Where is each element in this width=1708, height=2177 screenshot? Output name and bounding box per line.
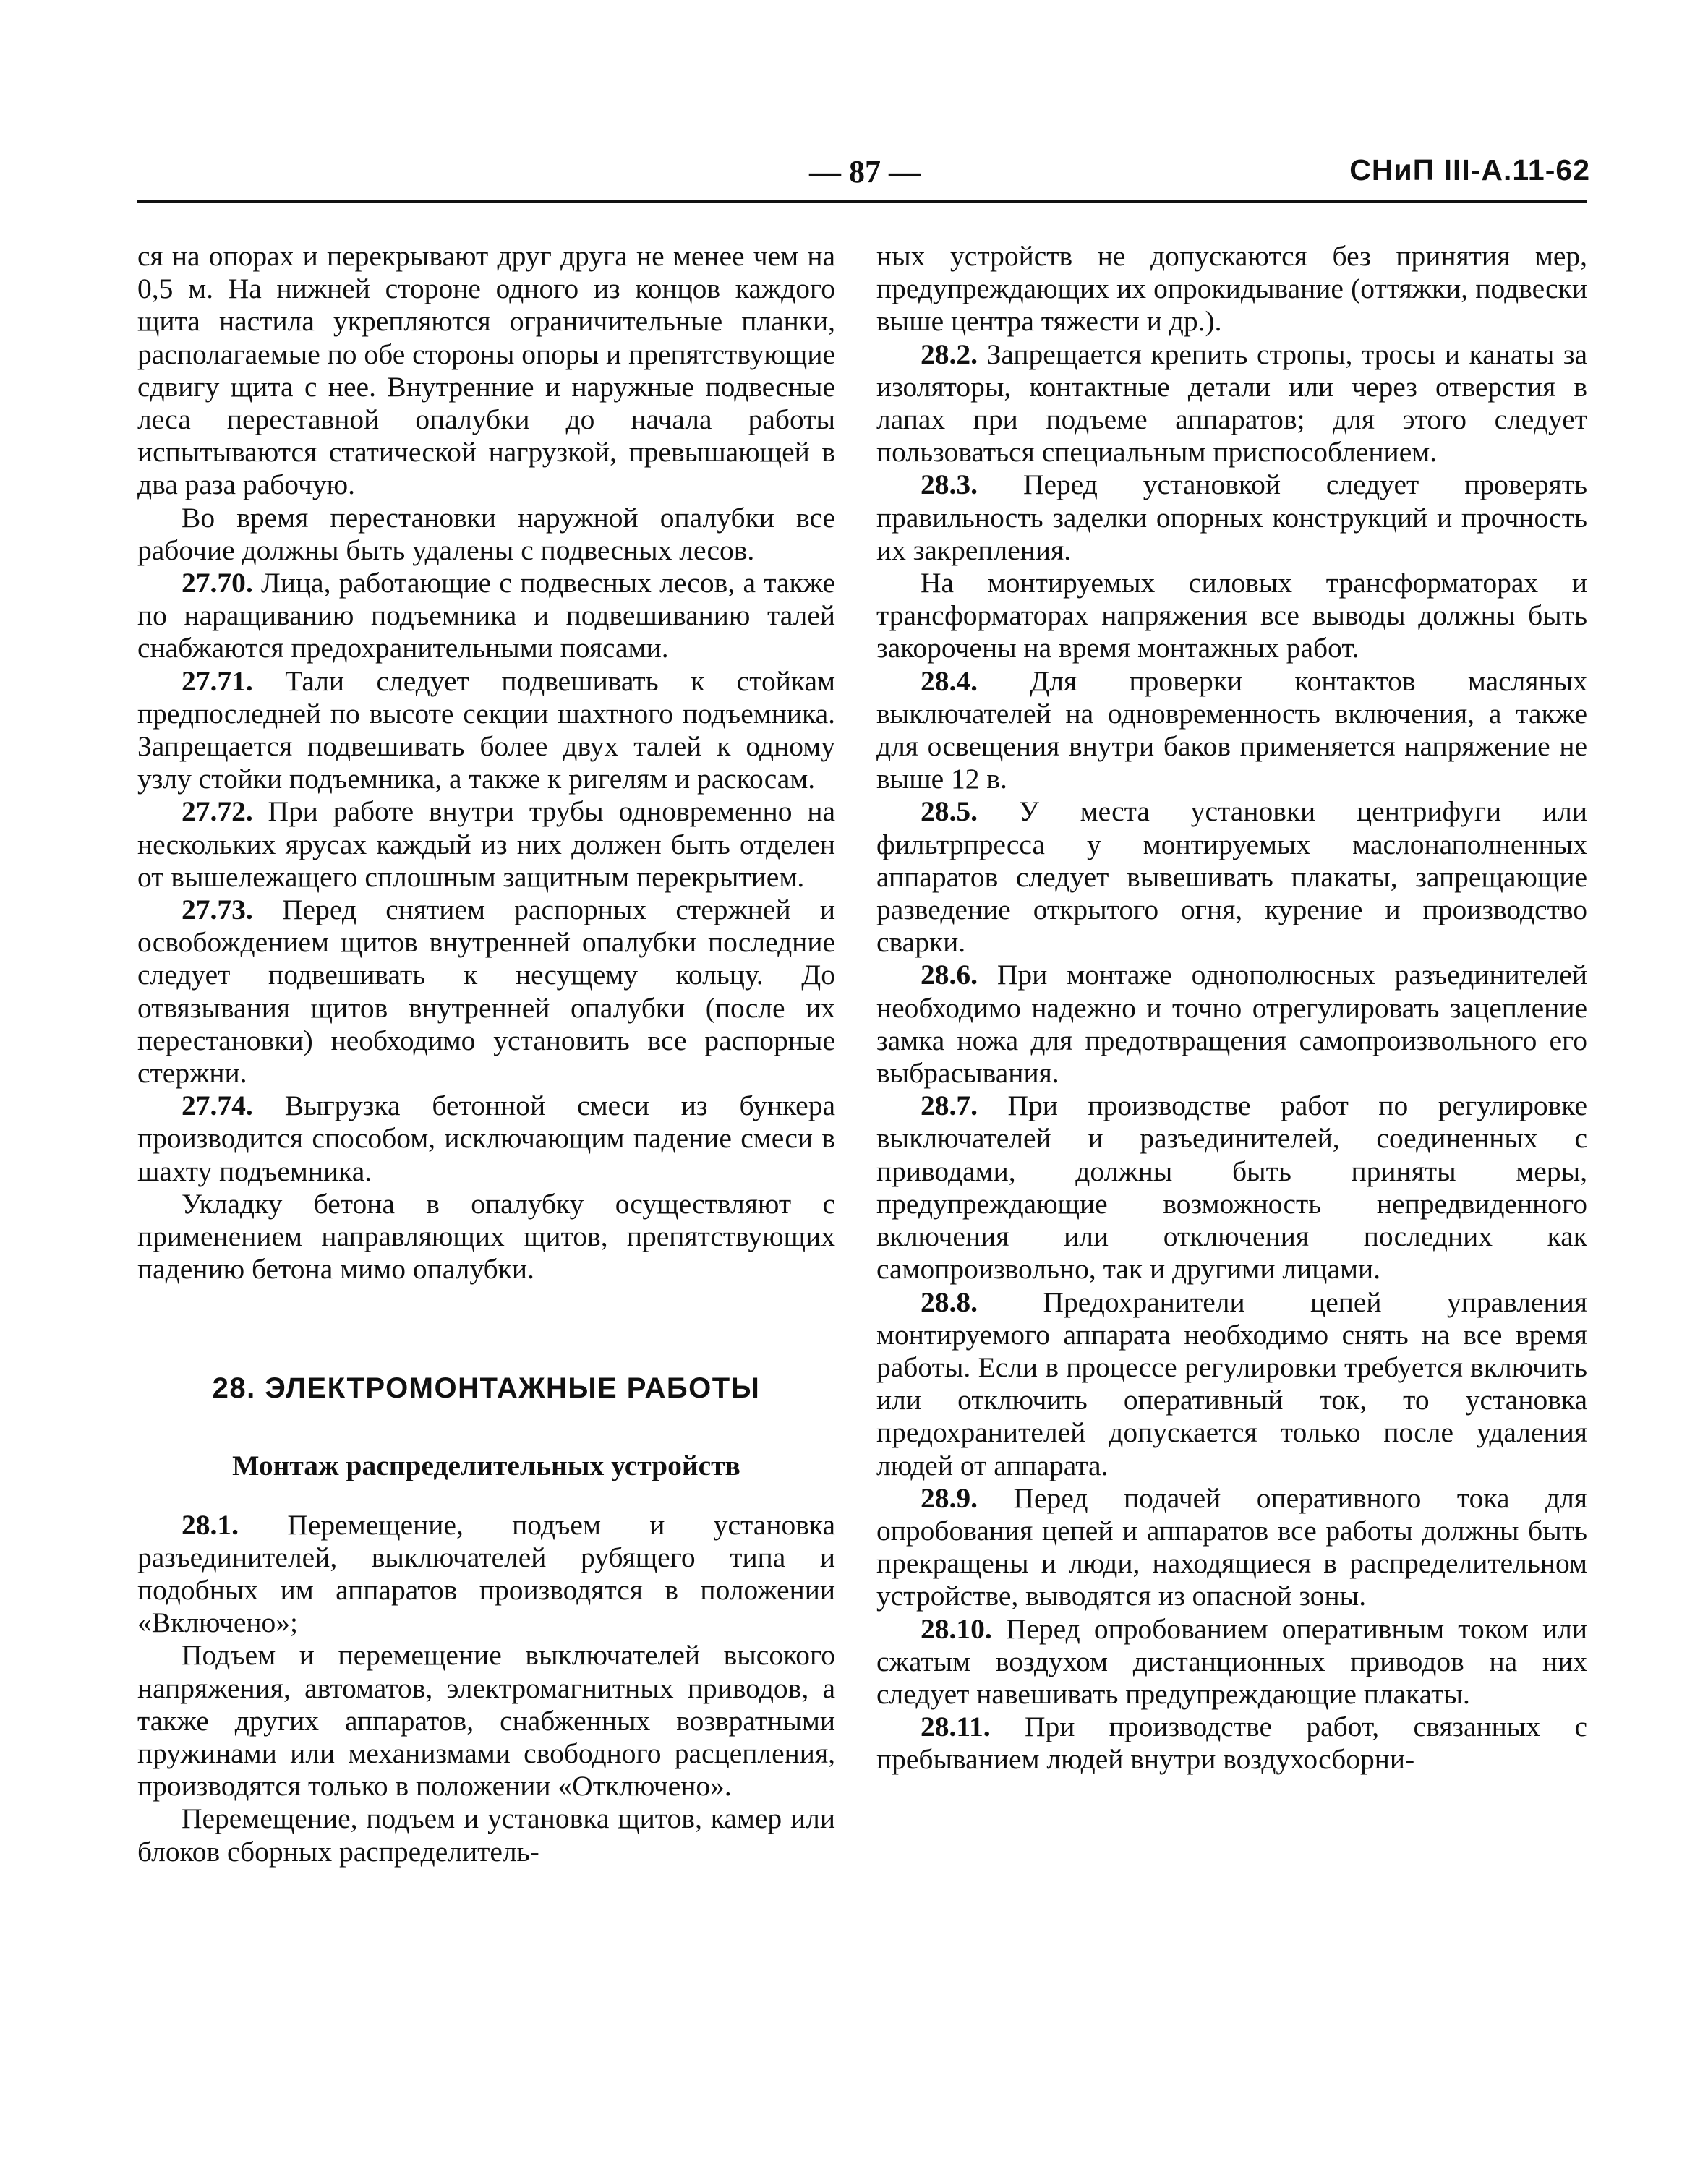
clause-text: Перед подачей оперативного тока для опробования цепей и аппаратов все работы должны быть прекращены и люди, находящиеся в распределительном устройстве, выводятся из опасной зоны. (876, 1481, 1587, 1612)
paragraph: Укладку бетона в опалубку осуществляют с применением направляющих щитов, препятствующих падению бетона мимо опалубки. (137, 1187, 835, 1286)
clause-text: Перед опробованием оперативным током или сжатым воздухом дистанционных приводов на них следует навешивать предупреждающие плакаты. (876, 1612, 1587, 1710)
right-column (876, 240, 1587, 1776)
clause-number: 27.70. (182, 567, 253, 599)
clause-text: Тали следует подвешивать к стойкам предпоследней по высоте секции шахтного подъемника. Запрещается подвешивать более двух талей к одному узлу стойки подъемника, а также к ригелям и раскосам. (137, 664, 835, 795)
paragraph: ных устройств не допускаются без принятия мер, предупреждающих их опрокидывание (оттяжки, подвески выше центра тяжести и др.). (876, 240, 1587, 338)
clause-number: 28.3. (921, 469, 978, 501)
clause-text: Перед установкой следует проверять правильность заделки опорных конструкций и прочность их закрепления. (876, 469, 1587, 566)
clause-28-1 (137, 1509, 835, 1640)
clause-number: 27.73. (182, 894, 253, 926)
clause-number: 28.6. (921, 959, 978, 991)
clause-number: 28.8. (921, 1286, 978, 1318)
clause-number: 28.11. (921, 1711, 991, 1743)
clause-28-10 (876, 1613, 1587, 1711)
subsection-title: Монтаж распределительных устройств (232, 1449, 740, 1481)
clause-text: При производстве работ по регулировке выключателей и разъединителей, соединенных с приводами, должны быть приняты меры, предупреждающие возможность непредвиденного включения или отключения последних как самопроизвольно, так и другими лицами. (876, 1090, 1587, 1286)
clause-28-3 (876, 469, 1587, 567)
clause-number: 28.1. (182, 1508, 239, 1541)
clause-27-70 (137, 567, 835, 665)
clause-number: 28.10. (921, 1612, 992, 1645)
clause-text: Перед снятием распорных стержней и освобождением щитов внутренней опалубки последние следует подвешивать к несущему кольцу. До отвязывания щитов внутренней опалубки (после их перестановки) необходимо установить все распорные стержни. (137, 894, 835, 1090)
paragraph: ся на опорах и перекрывают друг друга не менее чем на 0,5 м. На нижней стороне одного из концов каждого щита настила укрепляются ограничительные планки, располагаемые по обе стороны опоры и препятствующие сдвигу щита с нее. Внутренние и наружные подвесные леса переставной опалубки до начала работы испытываются статической нагрузкой, превышающей в два раза рабочую. (137, 240, 835, 501)
clause-number: 28.7. (921, 1090, 978, 1122)
paragraph: Перемещение, подъем и установка щитов, камер или блоков сборных распределитель- (137, 1802, 835, 1868)
clause-28-5 (876, 795, 1587, 959)
left-column (137, 240, 835, 1868)
clause-28-2 (876, 338, 1587, 469)
paragraph: Подъем и перемещение выключателей высокого напряжения, автоматов, электромагнитных приводов, а также других аппаратов, снабженных возвратными пружинами или механизмами свободного расцепления, производятся только в положении «Отключено». (137, 1639, 835, 1802)
clause-text: Лица, работающие с подвесных лесов, а также по наращиванию подъемника и подвешиванию талей снабжаются предохранительными поясами. (137, 567, 835, 664)
clause-28-4 (876, 665, 1587, 796)
clause-27-73 (137, 894, 835, 1090)
clause-28-6 (876, 959, 1587, 1090)
clause-text: При монтаже однополюсных разъединителей необходимо надежно и точно отрегулировать зацепление замка ножа для предотвращения самопроизвольного его выбрасывания. (876, 959, 1587, 1090)
clause-text: При производстве работ, связанных с пребыванием людей внутри воздухосборни- (876, 1711, 1587, 1776)
header-rule (137, 200, 1587, 203)
clause-text: Для проверки контактов масляных выключателей на одновременность включения, а также для освещения внутри баков применяется напряжение не выше 12 в. (876, 664, 1587, 795)
clause-27-71 (137, 665, 835, 796)
clause-number: 28.2. (921, 338, 978, 370)
clause-number: 28.4. (921, 664, 978, 697)
clause-28-9 (876, 1482, 1587, 1613)
clause-text: Выгрузка бетонной смеси из бункера производится способом, исключающим падение смеси в шахту подъемника. (137, 1090, 835, 1187)
paragraph: На монтируемых силовых трансформаторах и трансформаторах напряжения все выводы должны быть закорочены на время монтажных работ. (876, 567, 1587, 664)
page-number: — 87 — (809, 154, 921, 189)
clause-number: 28.9. (921, 1481, 978, 1514)
clause-number: 28.5. (921, 795, 978, 828)
clause-text: Запрещается крепить стропы, тросы и канаты за изоляторы, контактные детали или через отверстия в лапах при подъеме аппаратов; для этого следует пользоваться специальным приспособлением. (876, 338, 1587, 469)
section-title: 28. ЭЛЕКТРОМОНТАЖНЫЕ РАБОТЫ (212, 1372, 761, 1404)
clause-text: Предохранители цепей управления монтируемого аппарата необходимо снять на все время работы. Если в процессе регулировки требуется включить или отключить оперативный ток, то установка предохранителей допускается только после удаления людей от аппарата. (876, 1286, 1587, 1481)
clause-27-72 (137, 795, 835, 894)
clause-text: При работе внутри трубы одновременно на нескольких ярусах каждый из них должен быть отделен от вышележащего сплошным защитным перекрытием. (137, 795, 835, 893)
clause-27-74 (137, 1090, 835, 1188)
clause-text: У места установки центрифуги или фильтрпресса у монтируемых маслонаполненных аппаратов следует вывешивать плакаты, запрещающие разведение открытого огня, курение и производство сварки. (876, 795, 1587, 959)
clause-number: 27.72. (182, 795, 253, 828)
clause-28-7 (876, 1090, 1587, 1286)
paragraph: Во время перестановки наружной опалубки все рабочие должны быть удалены с подвесных лесов. (137, 501, 835, 566)
clause-28-11 (876, 1711, 1587, 1776)
clause-28-8 (876, 1286, 1587, 1482)
document-code: СНиП III-А.11-62 (1349, 153, 1590, 187)
clause-number: 27.74. (182, 1090, 253, 1122)
clause-number: 27.71. (182, 664, 253, 697)
clause-text: Перемещение, подъем и установка разъединителей, выключателей рубящего типа и подобных им аппаратов производятся в положении «Включено»; (137, 1508, 835, 1639)
